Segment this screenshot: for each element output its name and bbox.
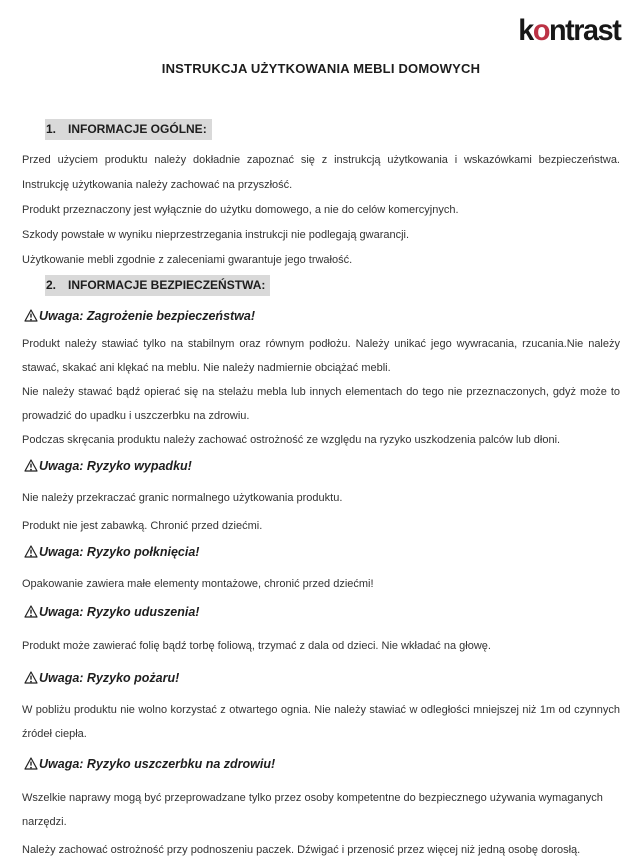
warning-label: Uwaga: Ryzyko uszczerbku na zdrowiu! <box>39 757 276 771</box>
warning-label: Uwaga: Ryzyko połknięcia! <box>39 545 200 559</box>
warning-fire-risk <box>22 668 620 688</box>
section-2-body <box>22 306 620 862</box>
paragraph: Produkt nie jest zabawką. Chronić przed dziećmi. <box>22 520 263 532</box>
paragraph: Produkt może zawierać folię bądź torbę foliową, trzymać z dala od dzieci. Nie wkładać na głowę. <box>22 640 491 652</box>
warning-accident-risk <box>22 456 620 476</box>
warning-health-damage-risk <box>22 754 620 774</box>
warning-label: Uwaga: Zagrożenie bezpieczeństwa! <box>39 309 256 323</box>
logo-row <box>22 0 620 48</box>
warning-triangle-icon <box>24 605 38 618</box>
section-1-body <box>22 148 620 273</box>
warning-label: Uwaga: Ryzyko wypadku! <box>39 459 192 473</box>
logo-text-before: k <box>517 14 533 47</box>
warning-triangle-icon <box>24 309 38 322</box>
section-2-heading <box>22 275 620 296</box>
section-2-label: INFORMACJE BEZPIECZEŃSTWA: <box>68 278 266 292</box>
kontrast-logo <box>518 13 620 48</box>
paragraph: Produkt należy stawiać tylko na stabilnym oraz równym podłożu. Należy unikać jego wywracania, rzucania.Nie należy stawać, skakać ani klękać na meblu. Nie należy nadmiernie obciążać mebli. <box>22 338 620 374</box>
paragraph: W pobliżu produktu nie wolno korzystać z otwartego ognia. Nie należy stawiać w odległości mniejszej niż 1m od czynnych źródeł ciepła. <box>22 704 620 740</box>
warning-swallowing-risk <box>22 542 620 562</box>
section-2-heading-highlight <box>45 275 270 296</box>
section-1-heading <box>22 119 620 140</box>
section-1-number: 1. <box>46 122 57 136</box>
paragraph: Przed użyciem produktu należy dokładnie zapoznać się z instrukcją użytkowania i wskazówkami bezpieczeństwa. Instrukcję użytkowania należy zachować na przyszłość. <box>22 154 620 191</box>
warning-suffocation-risk <box>22 602 620 622</box>
section-2-number: 2. <box>46 278 57 292</box>
paragraph: Użytkowanie mebli zgodnie z zaleceniami gwarantuje jego trwałość. <box>22 254 353 266</box>
paragraph: Wszelkie naprawy mogą być przeprowadzane tylko przez osoby kompetentne do bezpiecznego używania wymaganych narzędzi. <box>22 792 603 828</box>
warning-label: Uwaga: Ryzyko pożaru! <box>39 671 180 685</box>
paragraph: Produkt przeznaczony jest wyłącznie do użytku domowego, a nie do celów komercyjnych. <box>22 204 459 216</box>
warning-triangle-icon <box>24 757 38 770</box>
warning-safety-hazard <box>22 306 620 326</box>
warning-triangle-icon <box>24 671 38 684</box>
paragraph: Szkody powstałe w wyniku nieprzestrzegania instrukcji nie podlegają gwarancji. <box>22 229 410 241</box>
paragraph: Nie należy stawać bądź opierać się na stelażu mebla lub innych elementach do tego nie przeznaczonych, gdyż może to prowadzić do upadku i uszczerbku na zdrowiu. <box>22 386 620 422</box>
paragraph: Opakowanie zawiera małe elementy montażowe, chronić przed dziećmi! <box>22 578 374 590</box>
warning-triangle-icon <box>24 545 38 558</box>
warning-label: Uwaga: Ryzyko uduszenia! <box>39 605 200 619</box>
document-title: INSTRUKCJA UŻYTKOWANIA MEBLI DOMOWYCH <box>161 61 481 76</box>
section-1-label: INFORMACJE OGÓLNE: <box>68 122 207 136</box>
logo-text-after: ntrast <box>548 14 620 47</box>
paragraph: Należy zachować ostrożność przy podnoszeniu paczek. Dźwigać i przenosić przez więcej niż jedną osobę dorosłą. <box>22 844 581 856</box>
section-1-heading-highlight <box>45 119 212 140</box>
paragraph: Nie należy przekraczać granic normalnego użytkowania produktu. <box>22 492 343 504</box>
paragraph: Podczas skręcania produktu należy zachować ostrożność ze względu na ryzyko uszkodzenia palców lub dłoni. <box>22 434 561 446</box>
logo-o-ring: o <box>532 14 549 47</box>
warning-triangle-icon <box>24 459 38 472</box>
